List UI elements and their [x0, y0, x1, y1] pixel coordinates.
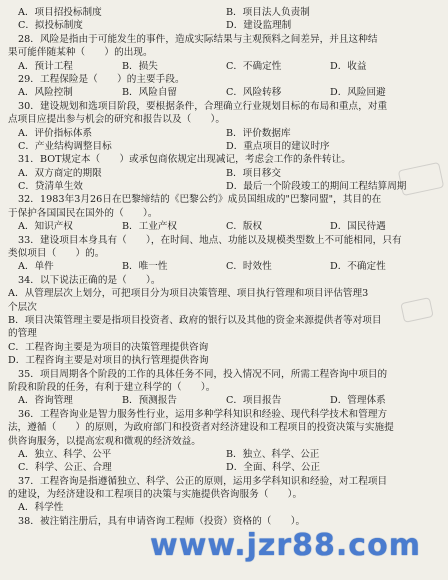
question-continuation: 法，遵循（ ）的原则，为政府部门和投资者对经济建设和工程项目的投资决策与实施提 [8, 422, 394, 434]
question-continuation: 类似项目（ ）的。 [8, 248, 105, 260]
question-text: 28．风险是指由于可能发生的事件，造成实际结果与主观预料之间差异，并且这种结 [18, 33, 378, 45]
question-continuation: C．工程咨询主要是为项目的决策管理提供咨询 [8, 341, 209, 353]
question-continuation: 个层次 [8, 301, 37, 313]
answer-option: A．科学性 [18, 502, 64, 514]
answer-options-row [8, 167, 434, 180]
answer-option: C．拟投标制度 [18, 20, 83, 32]
question-continuation: 的管理 [8, 328, 37, 340]
answer-options-row [8, 260, 434, 273]
answer-options-row [8, 60, 434, 73]
answer-option: D．风险回避 [330, 87, 386, 99]
answer-option: A．单件 [18, 261, 54, 273]
answer-option: C．项目报告 [226, 395, 282, 407]
answer-options-row [8, 448, 434, 461]
question-text: 37．工程咨询是指遵循独立、科学、公正的原则，运用多学科知识和经验，对工程项目 [18, 475, 388, 487]
question-continuation: A．从管理层次上划分，可把项目分为项目决策管理、项目执行管理和项目评估管理3 [8, 288, 369, 300]
answer-option: B．评价数据库 [226, 127, 291, 139]
question-text: 32．1983年3月26日在巴黎缔结的《巴黎公约》成员国组成的"巴黎同盟"，其目的在 [18, 194, 382, 206]
website-watermark: www.jzr88.com [150, 528, 421, 563]
answer-option: D．不确定性 [330, 261, 386, 273]
answer-options-row [8, 394, 434, 407]
question-continuation: 供咨询服务，以提高宏观和微观的经济效益。 [8, 435, 201, 447]
question-text: 35．项目周期各个阶段的工作的具体任务不同，投入情况不同，所需工程咨询中项目的 [18, 368, 388, 380]
answer-options-row [8, 180, 434, 193]
question-continuation: D．工程咨询主要是对项目的执行管理提供咨询 [8, 355, 209, 367]
answer-option: B．预测报告 [122, 395, 178, 407]
answer-option: A．知识产权 [18, 221, 73, 233]
answer-option: D．建设监理制 [226, 20, 292, 32]
question-text: 29．工程保险是（ ）的主要手段。 [18, 73, 185, 85]
answer-options-row [8, 220, 434, 233]
answer-option: A．双方商定的期限 [18, 167, 102, 179]
answer-options-row [8, 86, 434, 99]
answer-option: B．项目法人负责制 [226, 7, 310, 18]
answer-option: A．独立、科学、公平 [18, 448, 112, 460]
question-continuation: 果可能伴随某种（ ）的出现。 [8, 47, 153, 59]
answer-option: A．风险控制 [18, 87, 73, 99]
answer-option: C．产业结构调整目标 [18, 140, 112, 152]
question-text: 34．以下说法正确的是（ ）。 [18, 274, 161, 286]
question-continuation: B．项目决策管理主要是指项目投资者、政府的银行以及其他的资金来源提供者等对项目 [8, 314, 382, 326]
answer-option: A．预计工程 [18, 60, 73, 72]
question-continuation: 点项目应提出参与机会的研究和报告以及（ ）。 [8, 114, 226, 126]
answer-options-row [8, 127, 434, 140]
answer-option: C．风险转移 [226, 87, 282, 99]
answer-option: C．不确定性 [226, 60, 282, 72]
question-text: 38．被注销注册后，具有申请咨询工程师（投资）资格的（ ）。 [18, 515, 306, 527]
answer-options-row [8, 461, 434, 474]
answer-option: B．工业产权 [122, 221, 178, 233]
answer-options-row [8, 501, 434, 514]
answer-option: D．管理体系 [330, 395, 386, 407]
answer-option: B．损失 [122, 60, 158, 72]
answer-options-row [8, 140, 434, 153]
answer-option: B．唯一性 [122, 261, 168, 273]
answer-option: D．重点项目的建议时序 [226, 140, 330, 152]
answer-option: D．全面、科学、公正 [226, 462, 321, 474]
answer-option: A．项目招投标制度 [18, 7, 102, 18]
exam-content [8, 6, 434, 528]
answer-option: C．版权 [226, 221, 263, 233]
question-text: 31．BOT规定本（ ）或承包商依规定出现减记，考虑会工作的条件转让。 [18, 154, 351, 166]
answer-option: B．独立、科学、公正 [226, 448, 320, 460]
answer-option: C．科学、公正、合理 [18, 462, 112, 474]
answer-option: D．收益 [330, 60, 367, 72]
answer-option [226, 501, 434, 514]
question-continuation: 的建设，为经济建设和工程项目的决策与实施提供咨询服务（ ）。 [8, 489, 303, 501]
question-text: 30．建设规划和选项目阶段，要根据条件，合理确立行业规划目标的布局和重点，对重 [18, 100, 388, 112]
answer-options-row [8, 19, 434, 32]
answer-option: B．风险自留 [122, 87, 178, 99]
answer-option: A．评价指标体系 [18, 127, 93, 139]
answer-option: C．贷清单生效 [18, 181, 83, 193]
question-continuation: 阶段和阶段的任务，有利于建立科学的（ ）。 [8, 381, 216, 393]
answer-option: D．国民待遇 [330, 221, 386, 233]
question-text: 33．建设项目本身具有（ ），在时间、地点、功能以及规模类型数上不可能相同，只有 [18, 234, 402, 246]
answer-option: A．咨询管理 [18, 395, 73, 407]
question-text: 36．工程咨询业是智力服务性行业，运用多种学科知识和经验、现代科学技术和管理方 [18, 408, 388, 420]
question-continuation: 于保护各国国民在国外的（ ）。 [8, 207, 158, 219]
answer-option: B．项目移交 [226, 167, 282, 179]
answer-option: D．最后一个阶段竣工的期间工程结算周期 [226, 181, 407, 193]
answer-option: C．时效性 [226, 261, 272, 273]
answer-options-row [8, 6, 434, 19]
